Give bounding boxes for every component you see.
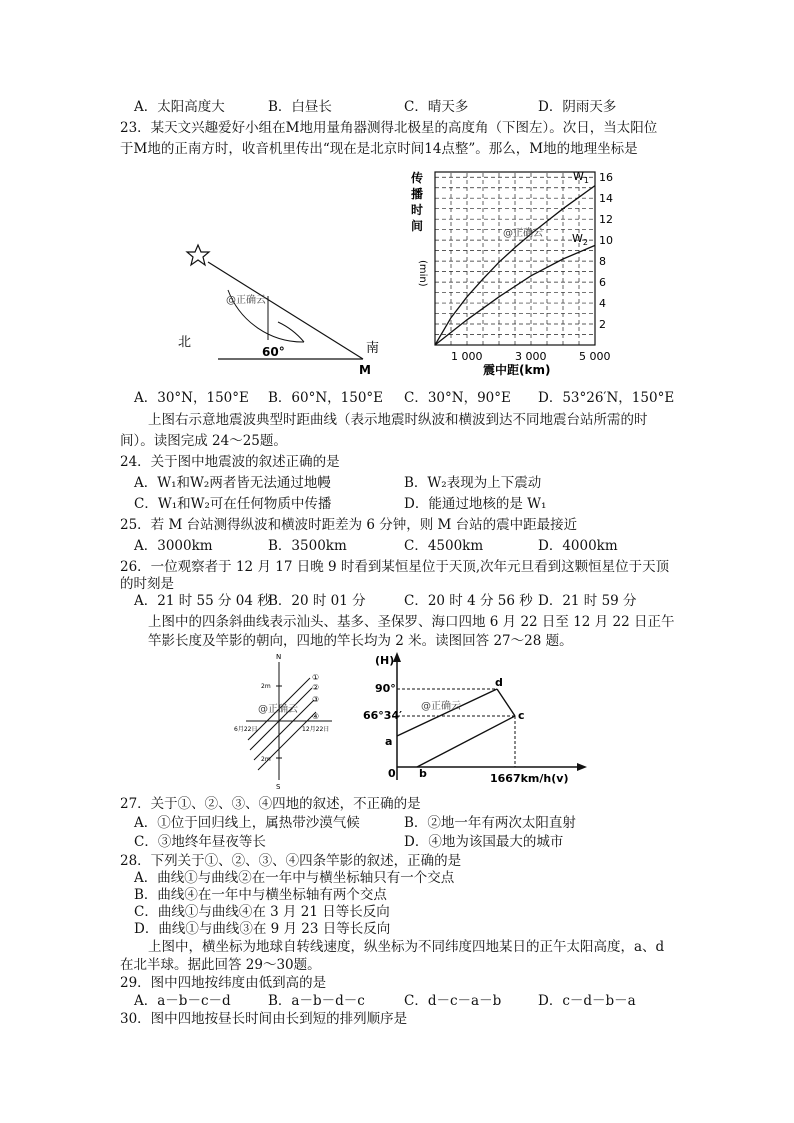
q25-option-d: D．4000km (538, 538, 618, 554)
y-tick-label: 16 (599, 171, 613, 185)
q26-option-b: B．20 时 01 分 (268, 593, 366, 609)
y-tick-label: 4 (599, 297, 606, 311)
ylabel-char: 播 (411, 187, 424, 201)
intro-27-28-line1: 上图中的四条斜曲线表示汕头、基多、圣保罗、海口四地 6 月 22 日至 12 月 22 日正午 (148, 614, 675, 630)
q23-text-line1: 23．某天文兴趣爱好小组在M地用量角器测得北极星的高度角（下图左）。次日，当太阳位 (120, 120, 658, 136)
q29-option-d: D．c－d－b－a (538, 993, 636, 1009)
line-d-c (497, 689, 515, 716)
north-label: N (276, 653, 282, 661)
q30-text: 30．图中四地按昼长时间由长到短的排列顺序是 (120, 1011, 408, 1027)
q27-option-a: A．①位于回归线上，属热带沙漠气候 (134, 815, 360, 831)
x-tick-label: 3 000 (515, 350, 547, 363)
w1-label: $W_1$ (573, 170, 589, 185)
seismic-time-chart (405, 162, 645, 382)
ylabel-char: 间 (411, 219, 424, 233)
point-c-label: c (518, 709, 525, 722)
q29-option-c: C．d－c－a－b (404, 993, 502, 1009)
q26-option-c: C．20 时 4 分 56 秒 (404, 593, 533, 609)
curve-1-label: ① (312, 673, 320, 682)
q23-text-line2: 于M地的正南方时，收音机里传出“现在是北京时间14点整”。那么，M地的地理坐标是 (120, 141, 638, 157)
q27-option-c: C．③地终年昼夜等长 (134, 834, 266, 850)
y-tick-label: 6 (599, 276, 606, 290)
q25-option-a: A．3000km (134, 538, 213, 554)
north-label: 北 (178, 335, 192, 350)
intro-24-25-line1: 上图右示意地震波典型时距曲线（表示地震时纵波和横波到达不同地震台站所需的时 (148, 412, 648, 428)
watermark: @正确云 (421, 701, 461, 712)
q25-text: 25．若 M 台站测得纵波和横波时距差为 6 分钟，则 M 台站的震中距最接近 (120, 517, 578, 533)
q28-option-a: A．曲线①与曲线②在一年中与横坐标轴只有一个交点 (134, 870, 455, 886)
q26-text-line1: 26．一位观察者于 12 月 17 日晚 9 时看到某恒星位于天顶,次年元旦看到这颗恒星位于天顶 (120, 559, 670, 575)
curve-4-label: ④ (312, 712, 320, 721)
angle-label: 60° (262, 345, 285, 359)
star-icon (187, 245, 209, 265)
y-90-label: 90° (375, 682, 396, 695)
december-label: 12月22日 (302, 726, 330, 733)
q26-option-d: D．21 时 59 分 (538, 593, 637, 609)
q25-option-c: C．4500km (404, 538, 484, 554)
line-b-c (417, 716, 515, 767)
q22-option-c: C．晴天多 (404, 99, 469, 115)
scale-label-bottom: 2m (261, 756, 271, 763)
south-label: 南 (366, 341, 380, 356)
watermark: @正确云 (226, 295, 266, 306)
point-b-label: b (419, 767, 427, 780)
june-label: 6月22日 (234, 726, 258, 733)
ylabel-char: 传 (411, 171, 424, 185)
point-d-label: d (495, 676, 503, 689)
line-a-d (397, 689, 497, 736)
x-tick-label: 5 000 (579, 350, 611, 363)
q28-text: 28．下列关于①、②、③、④四条竿影的叙述，正确的是 (120, 853, 462, 869)
q23-option-a: A．30°N，150°E (134, 390, 249, 406)
q28-option-b: B．曲线④在一年中与横坐标轴有两个交点 (134, 887, 387, 903)
point-m-label: M (359, 363, 371, 377)
origin-label: 0 (388, 767, 396, 780)
y-tick-label: 12 (599, 213, 613, 227)
q24-option-a: A．W₁和W₂两者皆无法通过地幔 (134, 475, 331, 491)
y-tick-label: 2 (599, 318, 606, 332)
y-66-label: 66°34′ (363, 709, 403, 722)
w2-label: $W_2$ (572, 232, 588, 247)
shadow-curve-figure (228, 650, 346, 790)
q24-text: 24．关于图中地震波的叙述正确的是 (120, 454, 340, 470)
xlabel: 1667km/h(v) (490, 772, 569, 785)
ylabel-char: 时 (411, 203, 424, 217)
q29-option-b: B．a－b－d－c (268, 993, 365, 1009)
q27-option-d: D．④地为该国最大的城市 (404, 834, 564, 850)
y-tick-label: 8 (599, 255, 606, 269)
intro-27-28-line2: 竿影长度及竿影的朝向，四地的竿长均为 2 米。读图回答 27～28 题。 (148, 633, 573, 649)
yunit-label: (min) (417, 260, 428, 287)
shadow-curve-2 (250, 688, 312, 750)
q27-text: 27．关于①、②、③、④四地的叙述，不正确的是 (120, 796, 421, 812)
curve-3-label: ③ (312, 695, 320, 704)
speed-altitude-figure (355, 650, 595, 790)
q28-option-c: C．曲线①与曲线④在 3 月 21 日等长反向 (134, 904, 390, 920)
q24-option-b: B．W₂表现为上下震动 (404, 475, 542, 491)
watermark: @正确云 (258, 704, 298, 715)
q27-option-b: B．②地一年有两次太阳直射 (404, 815, 576, 831)
q28-option-d: D．曲线①与曲线③在 9 月 23 日等长反向 (134, 921, 391, 937)
curve-2-label: ② (312, 683, 320, 692)
q23-option-d: D．53°26′N，150°E (538, 390, 675, 406)
polaris-altitude-figure (178, 240, 388, 380)
q22-option-d: D．阴雨天多 (538, 99, 617, 115)
x-tick-label: 1 000 (451, 350, 483, 363)
q22-option-b: B．白昼长 (268, 99, 332, 115)
q24-option-d: D．能通过地核的是 W₁ (404, 496, 547, 512)
point-a-label: a (385, 735, 393, 748)
y-tick-label: 10 (599, 234, 613, 248)
watermark: @正确云 (503, 228, 543, 239)
intro-24-25-line2: 间）。读图完成 24～25题。 (120, 433, 287, 449)
q25-option-b: B．3500km (268, 538, 347, 554)
south-label: S (276, 783, 281, 790)
xlabel: 震中距(km) (483, 363, 551, 377)
y-tick-label: 14 (599, 192, 613, 206)
intro-29-30-line2: 在北半球。据此回答 29～30题。 (120, 957, 321, 973)
q23-option-b: B．60°N，150°E (268, 390, 384, 406)
intro-29-30-line1: 上图中，横坐标为地球自转线速度，纵坐标为不同纬度四地某日的正午太阳高度，a、d (148, 939, 665, 955)
q26-option-a: A．21 时 55 分 04 秒 (134, 593, 271, 609)
ylabel: (H) (375, 654, 395, 667)
q29-option-a: A．a－b－c－d (134, 993, 231, 1009)
q29-text: 29．图中四地按纬度由低到高的是 (120, 975, 327, 991)
q23-option-c: C．30°N，90°E (404, 390, 511, 406)
scale-label-top: 2m (261, 683, 271, 690)
q24-option-c: C．W₁和W₂可在任何物质中传播 (134, 496, 332, 512)
q26-text-line2: 的时刻是 (120, 576, 174, 592)
q22-option-a: A．太阳高度大 (134, 99, 225, 115)
